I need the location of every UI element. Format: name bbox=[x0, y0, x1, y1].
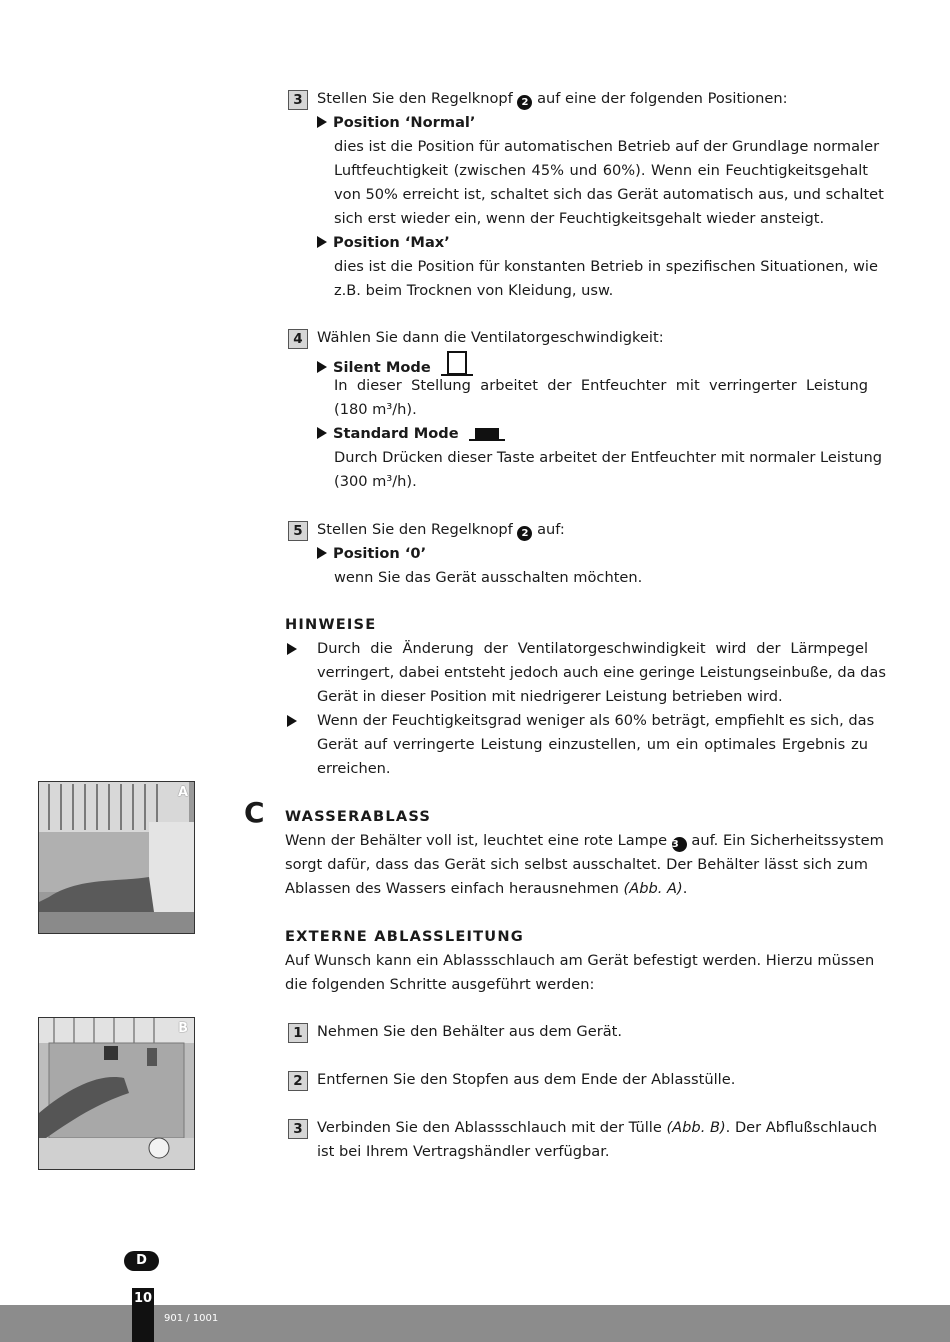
page-number: 10 bbox=[132, 1288, 154, 1342]
bullet-arrow-icon bbox=[317, 547, 327, 559]
position-max-title bbox=[317, 231, 450, 255]
photo-b-drain-hose bbox=[38, 1017, 195, 1170]
externe-heading: EXTERNE ABLASSLEITUNG bbox=[285, 928, 524, 945]
max-line-2: z.B. beim Trocknen von Kleidung, usw. bbox=[334, 282, 614, 299]
position-max-label: Position ‘Max’ bbox=[333, 234, 450, 251]
hinweise-heading: HINWEISE bbox=[285, 616, 377, 633]
wasserablass-line-1-pre: Wenn der Behälter voll ist, leuchtet eine rote Lampe bbox=[285, 832, 668, 849]
standard-line-2: (300 m³/h). bbox=[334, 473, 417, 490]
wasserablass-line-1-post: auf. Ein Sicherheitssystem bbox=[691, 832, 884, 849]
hinweis-2-line-1: Wenn der Feuchtigkeitsgrad weniger als 60% beträgt, empfiehlt es sich, das bbox=[317, 712, 875, 729]
bullet-arrow-icon bbox=[317, 427, 327, 439]
bullet-arrow-icon bbox=[317, 116, 327, 128]
externe-step-3-line-1 bbox=[317, 1116, 877, 1140]
standard-line-1: Durch Drücken dieser Taste arbeitet der Entfeuchter mit normaler Leistung bbox=[334, 449, 883, 466]
section-letter: C bbox=[244, 796, 265, 829]
normal-line-2: Luftfeuchtigkeit (zwischen 45% und 60%). Wenn ein Feuchtigkeitsgehalt bbox=[334, 162, 868, 179]
figure-ref-a: (Abb. A) bbox=[623, 880, 683, 897]
step-5-pre: Stellen Sie den Regelknopf bbox=[317, 521, 513, 538]
step-3-post: auf eine der folgenden Positionen: bbox=[537, 90, 788, 107]
silent-line-2: (180 m³/h). bbox=[334, 401, 417, 418]
externe-step-3-pre: Verbinden Sie den Ablassschlauch mit der Tülle bbox=[317, 1119, 662, 1136]
control-number-2-icon: 2 bbox=[517, 95, 532, 110]
externe-step-3-line-2: ist bei Ihrem Vertragshändler verfügbar. bbox=[317, 1143, 610, 1160]
position-0-title bbox=[317, 542, 426, 566]
hinweis-2-line-3: erreichen. bbox=[317, 760, 391, 777]
photo-a-water-tank bbox=[38, 781, 195, 934]
position-0-label: Position ‘0’ bbox=[333, 545, 427, 562]
step-5-number: 5 bbox=[288, 521, 308, 541]
wasserablass-line-2: sorgt dafür, dass das Gerät sich selbst ausschaltet. Der Behälter lässt sich zum bbox=[285, 856, 868, 873]
position-normal-label: Position ‘Normal’ bbox=[333, 114, 476, 131]
wasserablass-line-3-pre: Ablassen des Wassers einfach herausnehmen bbox=[285, 880, 619, 897]
externe-step-1-text: Nehmen Sie den Behälter aus dem Gerät. bbox=[317, 1023, 622, 1040]
externe-step-3-number: 3 bbox=[288, 1119, 308, 1139]
normal-line-3: von 50% erreicht ist, schaltet sich das Gerät automatisch aus, und schaltet bbox=[334, 186, 884, 203]
bullet-arrow-icon bbox=[317, 236, 327, 248]
externe-step-3-post: . Der Abflußschlauch bbox=[725, 1119, 878, 1136]
bullet-arrow-icon bbox=[317, 361, 327, 373]
position-0-line: wenn Sie das Gerät ausschalten möchten. bbox=[334, 569, 643, 586]
normal-line-4: sich erst wieder ein, wenn der Feuchtigkeitsgehalt wieder ansteigt. bbox=[334, 210, 825, 227]
step-5-text bbox=[317, 518, 565, 542]
standard-mode-label: Standard Mode bbox=[333, 425, 459, 442]
wasserablass-heading: WASSERABLASS bbox=[285, 808, 432, 825]
step-3-pre: Stellen Sie den Regelknopf bbox=[317, 90, 513, 107]
wasserablass-line-3 bbox=[285, 877, 687, 901]
externe-step-2-text: Entfernen Sie den Stopfen aus dem Ende der Ablasstülle. bbox=[317, 1071, 736, 1088]
bullet-arrow-icon bbox=[287, 643, 297, 655]
step-4-text: Wählen Sie dann die Ventilatorgeschwindigkeit: bbox=[317, 329, 664, 346]
step-3-number: 3 bbox=[288, 90, 308, 110]
position-normal-title bbox=[317, 111, 475, 135]
figure-ref-b: (Abb. B) bbox=[666, 1119, 726, 1136]
externe-step-2-number: 2 bbox=[288, 1071, 308, 1091]
model-number: 901 / 1001 bbox=[164, 1313, 219, 1324]
photo-b-label: B bbox=[178, 1021, 188, 1036]
hinweis-1-line-2: verringert, dabei entsteht jedoch auch eine geringe Leistungseinbuße, da das bbox=[317, 664, 886, 681]
control-number-2-icon: 2 bbox=[517, 526, 532, 541]
externe-line-1: Auf Wunsch kann ein Ablassschlauch am Gerät befestigt werden. Hierzu müssen bbox=[285, 952, 875, 969]
lamp-number-3-icon: 3 bbox=[672, 837, 687, 852]
language-badge: D bbox=[124, 1251, 159, 1271]
normal-line-1: dies ist die Position für automatischen Betrieb auf der Grundlage normaler bbox=[334, 138, 880, 155]
externe-step-1-number: 1 bbox=[288, 1023, 308, 1043]
step-4-number: 4 bbox=[288, 329, 308, 349]
photo-a-label: A bbox=[177, 785, 188, 800]
silent-mode-label: Silent Mode bbox=[333, 359, 431, 376]
hinweis-1-line-1: Durch die Änderung der Ventilatorgeschwindigkeit wird der Lärmpegel bbox=[317, 640, 868, 657]
silent-line-1: In dieser Stellung arbeitet der Entfeuchter mit verringerter Leistung bbox=[334, 377, 868, 394]
max-line-1: dies ist die Position für konstanten Betrieb in spezifischen Situationen, wie bbox=[334, 258, 878, 275]
step-5-post: auf: bbox=[537, 521, 565, 538]
externe-line-2: die folgenden Schritte ausgeführt werden: bbox=[285, 976, 595, 993]
wasserablass-line-3-post: . bbox=[682, 880, 688, 897]
hinweis-1-line-3: Gerät in dieser Position mit niedrigerer Leistung betrieben wird. bbox=[317, 688, 783, 705]
step-3-text bbox=[317, 87, 788, 111]
wasserablass-line-1 bbox=[285, 829, 884, 853]
bullet-arrow-icon bbox=[287, 715, 297, 727]
hinweis-2-line-2: Gerät auf verringerte Leistung einzustellen, um ein optimales Ergebnis zu bbox=[317, 736, 868, 753]
